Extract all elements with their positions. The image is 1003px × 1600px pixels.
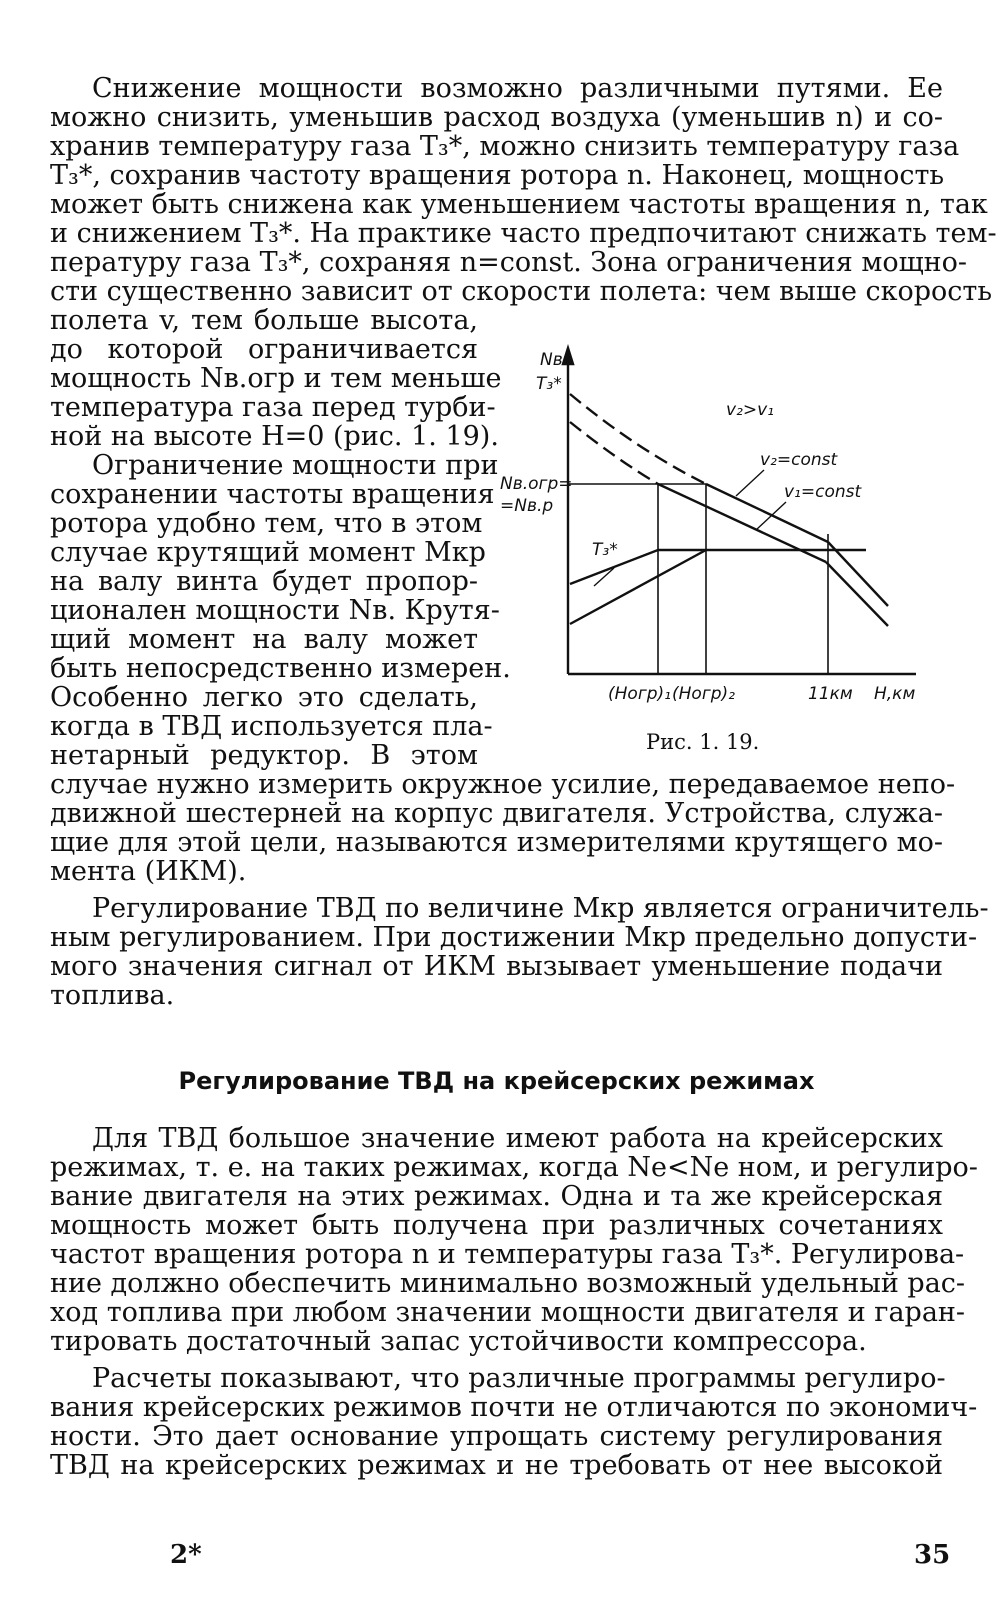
text-line: мощность может быть получена при различных сочетаниях [50, 1210, 943, 1241]
label-nv-r: =Nв.р [500, 496, 554, 516]
section-heading: Регулирование ТВД на крейсерских режимах [178, 1067, 815, 1095]
dashed-curve-lower [570, 422, 658, 484]
leader-v1-const [756, 502, 786, 530]
signature-mark: 2* [170, 1540, 202, 1570]
text-line: мента (ИКМ). [50, 856, 247, 887]
text-line: Регулирование ТВД по величине Mкр является ограничитель- [92, 893, 989, 924]
text-line: топлива. [50, 980, 175, 1011]
text-line: T₃*, сохранив частоту вращения ротора n. Наконец, мощность [50, 160, 945, 191]
text-line: можно снизить, уменьшив расход воздуха (уменьшив n) и со- [50, 102, 943, 133]
text-line: Снижение мощности возможно различными путями. Ее [92, 73, 943, 104]
label-t3-curves: T₃* [592, 540, 618, 560]
text-line: ротора удобно тем, что в этом [50, 508, 483, 539]
text-line: мощность Nв.огр и тем меньше [50, 363, 502, 394]
text-line: вание двигателя на этих режимах. Одна и та же крейсерская [50, 1181, 943, 1212]
text-line: на валу винта будет пропор- [50, 566, 478, 597]
text-line: случае крутящий момент Mкр [50, 537, 486, 568]
text-line: ной на высоте H=0 (рис. 1. 19). [50, 421, 499, 452]
text-line: температура газа перед турби- [50, 392, 496, 423]
text-line: движной шестерней на корпус двигателя. Устройства, служа- [50, 798, 943, 829]
text-line: мого значения сигнал от ИКМ вызывает уменьшение подачи [50, 951, 943, 982]
text-line: сти существенно зависит от скорости полета: чем выше скорость [50, 276, 993, 307]
t3-rise-v1 [570, 550, 706, 624]
x-axis-label: H,км [874, 684, 916, 704]
text-line: ным регулированием. При достижении Mкр предельно допусти- [50, 922, 978, 953]
x-tick-hogr1: (Hогр)₁ [608, 684, 671, 704]
text-line: и снижением T₃*. На практике часто предпочитают снижать тем- [50, 218, 997, 249]
text-line: нетарный редуктор. В этом [50, 740, 478, 771]
label-nv-ogr: Nв.огр= [500, 474, 573, 494]
y-axis-label-t3: T₃* [536, 374, 562, 394]
text-line: полета v, тем больше высота, [50, 305, 478, 336]
text-line: частот вращения ротора n и температуры газа T₃*. Регулирова- [50, 1239, 965, 1270]
text-line: щие для этой цели, называются измерителями крутящего мо- [50, 827, 943, 858]
text-line: когда в ТВД используется пла- [50, 711, 493, 742]
text-line: Расчеты показывают, что различные программы регулиро- [92, 1363, 946, 1394]
text-line: сохранении частоты вращения [50, 479, 495, 510]
text-line: может быть снижена как уменьшением частоты вращения n, так [50, 189, 988, 220]
text-line: режимах, т. е. на таких режимах, когда Ne<Ne ном, и регулиро- [50, 1152, 978, 1183]
label-v1-const: v₁=const [784, 482, 862, 502]
label-v2-const: v₂=const [760, 450, 838, 470]
text-line: щий момент на валу может [50, 624, 478, 655]
text-line: ТВД на крейсерских режимах и не требовать от нее высокой [50, 1450, 943, 1481]
text-line: ход топлива при любом значении мощности двигателя и гаран- [50, 1297, 966, 1328]
text-line: Особенно легко это сделать, [50, 682, 478, 713]
page-number: 35 [914, 1540, 951, 1570]
leader-v2-const [736, 470, 764, 496]
figure-caption: Рис. 1. 19. [646, 730, 760, 754]
label-v2-gt-v1: v₂>v₁ [726, 400, 774, 420]
y-axis-label-nv: Nв [540, 350, 563, 370]
text-line: случае нужно измерить окружное усилие, передаваемое непо- [50, 769, 956, 800]
text-line: до которой ограничивается [50, 334, 478, 365]
text-line: тировать достаточный запас устойчивости компрессора. [50, 1326, 867, 1357]
text-line: пературу газа T₃*, сохраняя n=const. Зона ограничения мощно- [50, 247, 968, 278]
text-line: вания крейсерских режимов почти не отличаются по экономич- [50, 1392, 978, 1423]
text-line: быть непосредственно измерен. [50, 653, 511, 684]
text-line: ционален мощности Nв. Крутя- [50, 595, 500, 626]
x-tick-11km: 11км [808, 684, 853, 704]
text-line: ние должно обеспечить минимально возможный удельный рас- [50, 1268, 966, 1299]
y-axis-arrow [563, 348, 573, 364]
x-tick-hogr2: (Hогр)₂ [672, 684, 735, 704]
text-line: хранив температуру газа T₃*, можно снизить температуру газа [50, 131, 960, 162]
text-line: Ограничение мощности при [92, 450, 499, 481]
figure-1-19 [496, 344, 936, 764]
text-line: Для ТВД большое значение имеют работа на крейсерских [92, 1123, 943, 1154]
text-line: ности. Это дает основание упрощать систему регулирования [50, 1421, 943, 1452]
